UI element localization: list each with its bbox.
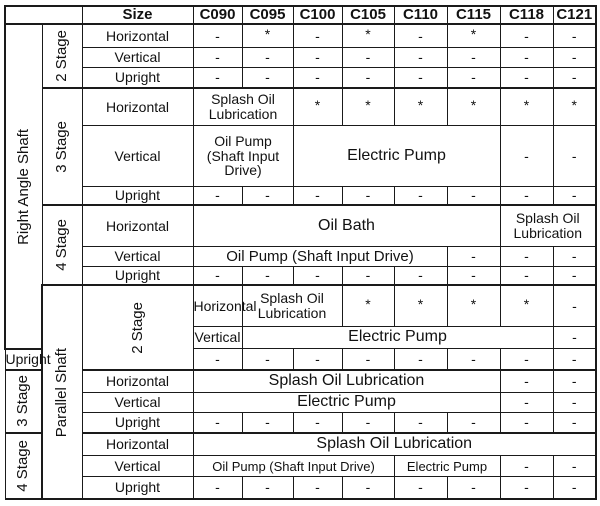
orientation-label: Upright xyxy=(82,413,193,434)
dash-cell: - xyxy=(265,69,270,86)
star-cell: * xyxy=(365,25,371,42)
dash-cell: - xyxy=(418,69,423,86)
electric-pump-cell: Electric Pump xyxy=(293,125,500,187)
dash-cell: - xyxy=(265,414,270,431)
dash-cell: - xyxy=(571,372,577,389)
dash-cell: - xyxy=(265,479,270,496)
header-model-c100: C100 xyxy=(293,6,342,24)
dash-cell: - xyxy=(471,414,476,431)
dash-cell: - xyxy=(215,267,220,284)
dash-cell: - xyxy=(315,27,320,44)
dash-cell: - xyxy=(365,414,371,431)
dash-cell: - xyxy=(215,479,220,496)
oil-pump-cell: Oil Pump (Shaft Input Drive) xyxy=(193,246,447,267)
splash-oil-lubrication-cell: Splash Oil Lubrication xyxy=(500,205,596,246)
dash-cell: - xyxy=(315,267,320,284)
dash-cell: - xyxy=(365,350,371,367)
dash-cell: - xyxy=(265,350,270,367)
star-cell: * xyxy=(365,295,371,312)
dash-cell: - xyxy=(365,49,371,65)
dash-cell: - xyxy=(471,187,476,204)
dash-cell: - xyxy=(471,267,476,284)
dash-cell: - xyxy=(524,394,529,411)
dash-cell: - xyxy=(215,69,220,86)
lubrication-method-table xyxy=(4,5,597,500)
dash-cell: - xyxy=(571,457,577,474)
dash-cell: - xyxy=(265,49,270,65)
dash-cell: - xyxy=(571,267,577,284)
shaft-type-parallel: Parallel Shaft xyxy=(42,285,82,499)
orientation-label: Upright xyxy=(82,267,193,285)
dash-cell: - xyxy=(471,69,476,86)
dash-cell: - xyxy=(418,414,423,431)
dash-cell: - xyxy=(571,27,577,44)
star-cell: * xyxy=(523,295,530,312)
header-model-c105: C105 xyxy=(342,6,394,24)
dash-cell: - xyxy=(315,414,320,431)
orientation-label: Upright xyxy=(82,187,193,205)
dash-cell: - xyxy=(524,147,529,164)
dash-cell: - xyxy=(524,414,529,431)
dash-cell: - xyxy=(365,69,371,86)
header-blank xyxy=(5,6,82,24)
dash-cell: - xyxy=(418,27,423,44)
orientation-label: Vertical xyxy=(82,456,193,477)
orientation-label: Vertical xyxy=(82,246,193,267)
orientation-label: Upright xyxy=(82,476,193,499)
orientation-label: Horizontal xyxy=(82,433,193,456)
star-cell: * xyxy=(264,25,271,42)
star-cell: * xyxy=(470,295,477,312)
header-model-c121: C121 xyxy=(553,6,596,24)
star-cell: * xyxy=(470,96,477,113)
orientation-label: Horizontal xyxy=(82,88,193,125)
stage-label: 2 Stage xyxy=(42,24,82,88)
dash-cell: - xyxy=(315,350,320,367)
shaft-type-right-angle: Right Angle Shaft xyxy=(5,24,42,349)
dash-cell: - xyxy=(265,267,270,284)
dash-cell: - xyxy=(571,248,577,265)
orientation-label: Vertical xyxy=(193,326,242,349)
star-cell: * xyxy=(571,96,577,113)
dash-cell: - xyxy=(215,49,220,65)
dash-cell: - xyxy=(365,267,371,284)
dash-cell: - xyxy=(524,49,529,65)
star-cell: * xyxy=(417,96,424,113)
star-cell: * xyxy=(523,96,530,113)
dash-cell: - xyxy=(215,187,220,204)
dash-cell: - xyxy=(471,479,476,496)
dash-cell: - xyxy=(524,69,529,86)
dash-cell: - xyxy=(524,248,529,265)
oil-pump-cell: Oil Pump (Shaft Input Drive) xyxy=(193,456,394,477)
header-model-c090: C090 xyxy=(193,6,242,24)
dash-cell: - xyxy=(215,414,220,431)
header-size: Size xyxy=(82,6,193,24)
dash-cell: - xyxy=(524,457,529,474)
dash-cell: - xyxy=(265,187,270,204)
header-model-c095: C095 xyxy=(242,6,293,24)
star-cell: * xyxy=(314,96,321,113)
dash-cell: - xyxy=(571,479,577,496)
header-model-c118: C118 xyxy=(500,6,553,24)
dash-cell: - xyxy=(365,187,371,204)
dash-cell: - xyxy=(571,147,577,164)
star-cell: * xyxy=(365,96,371,113)
orientation-label: Vertical xyxy=(82,392,193,413)
star-cell: * xyxy=(417,295,424,312)
dash-cell: - xyxy=(315,187,320,204)
stage-label: 4 Stage xyxy=(5,433,42,499)
splash-oil-lubrication-cell: Splash Oil Lubrication xyxy=(193,433,596,456)
star-cell: * xyxy=(470,25,477,42)
electric-pump-cell: Electric Pump xyxy=(193,392,500,413)
orientation-label: Vertical xyxy=(82,125,193,187)
dash-cell: - xyxy=(315,479,320,496)
dash-cell: - xyxy=(315,69,320,86)
orientation-label: Horizontal xyxy=(193,285,242,326)
dash-cell: - xyxy=(572,329,577,346)
header-model-c110: C110 xyxy=(394,6,447,24)
dash-cell: - xyxy=(418,479,423,496)
orientation-label: Horizontal xyxy=(82,370,193,393)
dash-cell: - xyxy=(524,479,529,496)
stage-label: 3 Stage xyxy=(5,370,42,434)
dash-cell: - xyxy=(524,372,529,389)
dash-cell: - xyxy=(524,187,529,204)
dash-cell: - xyxy=(571,187,577,204)
orientation-label: Upright xyxy=(5,349,42,370)
dash-cell: - xyxy=(215,27,220,44)
electric-pump-cell: Electric Pump xyxy=(394,456,500,477)
stage-label: 2 Stage xyxy=(82,285,193,369)
dash-cell: - xyxy=(418,350,423,367)
oil-pump-cell: Oil Pump (Shaft Input Drive) xyxy=(193,125,293,187)
dash-cell: - xyxy=(571,49,577,65)
electric-pump-cell: Electric Pump xyxy=(242,326,553,349)
splash-oil-lubrication-cell: Splash Oil Lubrication xyxy=(242,285,342,326)
dash-cell: - xyxy=(418,49,423,65)
stage-label: 3 Stage xyxy=(42,88,82,205)
header-model-c115: C115 xyxy=(447,6,500,24)
dash-cell: - xyxy=(471,350,476,367)
dash-cell: - xyxy=(471,248,476,265)
dash-cell: - xyxy=(524,350,529,367)
dash-cell: - xyxy=(215,350,220,367)
orientation-label: Horizontal xyxy=(82,24,193,47)
stage-label: 4 Stage xyxy=(42,205,82,285)
dash-cell: - xyxy=(524,27,529,44)
dash-cell: - xyxy=(572,297,577,314)
dash-cell: - xyxy=(571,394,577,411)
splash-oil-lubrication-cell: Splash Oil Lubrication xyxy=(193,88,293,125)
orientation-label: Horizontal xyxy=(82,205,193,246)
dash-cell: - xyxy=(365,479,371,496)
dash-cell: - xyxy=(571,414,577,431)
dash-cell: - xyxy=(571,350,577,367)
dash-cell: - xyxy=(418,187,423,204)
dash-cell: - xyxy=(471,49,476,65)
dash-cell: - xyxy=(524,267,529,284)
dash-cell: - xyxy=(418,267,423,284)
splash-oil-lubrication-cell: Splash Oil Lubrication xyxy=(193,370,500,393)
dash-cell: - xyxy=(315,49,320,65)
orientation-label: Vertical xyxy=(82,47,193,68)
dash-cell: - xyxy=(571,69,577,86)
oil-bath-cell: Oil Bath xyxy=(193,205,500,246)
orientation-label: Upright xyxy=(82,68,193,89)
